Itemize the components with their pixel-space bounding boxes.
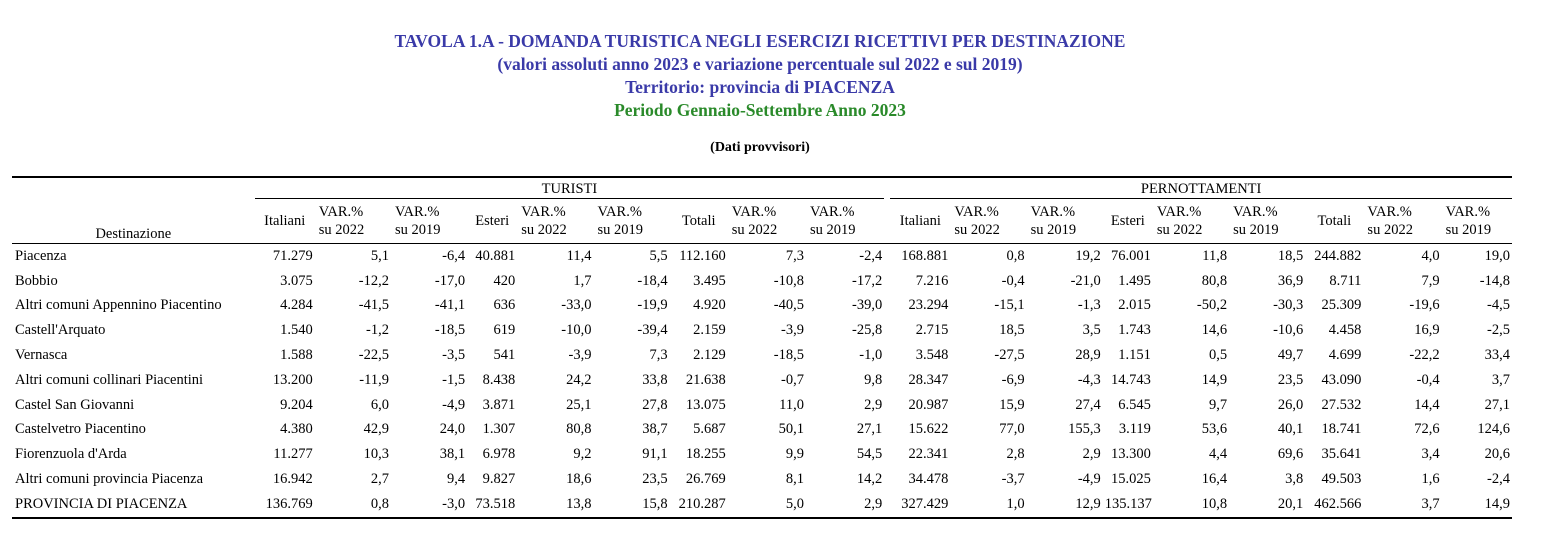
value-cell: 27,4 [1075,396,1101,413]
value-cell: 135.137 [1103,492,1153,518]
value-cell: -11,9 [359,371,389,388]
value-cell: -2,5 [1487,322,1510,339]
value-cell: 13.200 [272,371,313,388]
value-cell: -1,0 [859,347,883,364]
turisti-totali-var2019-header: VAR.% su 2019 [809,204,856,238]
value-cell: 16.942 [272,471,313,488]
value-cell: 6,0 [370,396,389,413]
value-cell: 14,6 [1201,322,1228,339]
value-cell: -40,5 [773,297,804,314]
table-row [12,244,1512,269]
value-cell: 27,1 [1484,396,1510,413]
value-cell: 3,7 [1491,371,1510,388]
table-row [12,294,1512,319]
value-cell: 12,9 [1027,492,1103,518]
pernottamenti-esteri-var2022-header: VAR.% su 2022 [1156,204,1203,238]
value-cell: -18,5 [434,322,466,339]
table-row [12,418,1512,443]
value-cell: 7,3 [728,244,806,269]
value-cell: 9,9 [785,446,804,463]
value-cell: 1.540 [280,322,313,339]
pernottamenti-italiani-header: Italiani [899,213,941,229]
value-cell: 21.638 [685,371,726,388]
value-cell: -17,2 [852,272,883,289]
value-cell: -39,0 [852,297,883,314]
value-cell: 112.160 [670,244,728,269]
value-cell: 4.699 [1328,347,1362,364]
table-title: TAVOLA 1.A - DOMANDA TURISTICA NEGLI ESERCIZI RICETTIVI PER DESTINAZIONE [394,31,1126,51]
value-cell: 1,7 [573,272,592,289]
value-cell: 5.687 [693,421,726,438]
value-cell: -14,8 [1479,272,1510,289]
value-cell: 13.075 [685,396,726,413]
value-cell: 25.309 [1321,297,1362,314]
value-cell: 244.882 [1305,244,1363,269]
value-cell: -27,5 [994,347,1025,364]
value-cell: 14.743 [1111,371,1151,388]
table-row [12,492,1512,518]
turisti-italiani-var2022-header: VAR.% su 2022 [318,204,365,238]
pernottamenti-italiani-var2022-header: VAR.% su 2022 [954,204,1000,238]
value-cell: 80,8 [566,421,592,438]
value-cell: 91,1 [642,446,668,463]
value-cell: -50,2 [1196,297,1228,314]
value-cell: 9.204 [280,396,313,413]
value-cell: 18.255 [685,446,726,463]
value-cell: 11,8 [1153,244,1229,269]
value-cell: 40.881 [467,244,517,269]
destination-cell: Altri comuni provincia Piacenza [15,471,204,488]
value-cell: 9,2 [573,446,592,463]
value-cell: 11,0 [779,396,804,413]
value-cell: -10,8 [773,272,804,289]
turisti-esteri-var2022-header: VAR.% su 2022 [521,204,567,238]
value-cell: 20.987 [908,396,949,413]
table-row [12,269,1512,294]
value-cell: -0,4 [1001,272,1025,289]
value-cell: 18.741 [1321,421,1362,438]
turisti-totali-header: Totali [681,213,716,229]
value-cell: 1.495 [1118,272,1151,289]
value-cell: 26.769 [685,471,726,488]
value-cell: 7,3 [649,347,668,364]
destination-cell: Altri comuni collinari Piacentini [15,371,204,388]
value-cell: 71.279 [255,244,315,269]
value-cell: 5,5 [593,244,669,269]
value-cell: 33,4 [1484,347,1510,364]
value-cell: 33,8 [642,371,668,388]
value-cell: -18,5 [773,347,804,364]
value-cell: 40,1 [1277,421,1304,438]
value-cell: 24,0 [439,421,466,438]
table-row [12,318,1512,343]
value-cell: 16,9 [1414,322,1440,339]
value-cell: 0,5 [1208,347,1228,364]
destinazione-header: Destinazione [12,177,255,244]
value-cell: 3,8 [1285,471,1304,488]
title-block [0,30,1520,122]
period-label: Periodo Gennaio-Settembre Anno 2023 [614,100,906,120]
value-cell: 124,6 [1477,421,1510,438]
value-cell: 5,0 [728,492,806,518]
pernottamenti-totali-var2019-header: VAR.% su 2019 [1445,204,1492,238]
value-cell: -30,3 [1273,297,1304,314]
value-cell: 4,4 [1208,446,1228,463]
value-cell: -21,0 [1070,272,1101,289]
value-cell: 14,9 [1201,371,1228,388]
destination-cell: Bobbio [15,272,58,289]
value-cell: 1,0 [950,492,1026,518]
value-cell: 3.119 [1118,421,1151,438]
table-row [12,467,1512,492]
provisional-note: (Dati provvisori) [710,140,810,155]
value-cell: 27.532 [1321,396,1362,413]
value-cell: 15.025 [1111,471,1151,488]
value-cell: 42,9 [363,421,389,438]
value-cell: -2,4 [806,244,884,269]
value-cell: -0,4 [1416,371,1440,388]
table-row [12,393,1512,418]
value-cell: -1,3 [1077,297,1101,314]
value-cell: -41,5 [358,297,389,314]
value-cell: 327.429 [890,492,950,518]
destination-cell: Fiorenzuola d'Arda [15,446,127,463]
value-cell: 27,8 [642,396,668,413]
value-cell: -19,9 [637,297,668,314]
value-cell: 16,4 [1201,471,1228,488]
value-cell: 43.090 [1321,371,1362,388]
value-cell: 22.341 [908,446,949,463]
value-cell: 2,9 [864,396,883,413]
value-cell: 77,0 [999,421,1025,438]
value-cell: 3.871 [482,396,516,413]
value-cell: 9,8 [864,371,883,388]
value-cell: 38,7 [642,421,668,438]
value-cell: -10,0 [561,322,592,339]
value-cell: -1,5 [442,371,466,388]
value-cell: -3,9 [781,322,804,339]
value-cell: 24,2 [566,371,592,388]
value-cell: 69,6 [1277,446,1304,463]
value-cell: 8.438 [482,371,516,388]
value-cell: -3,5 [442,347,466,364]
destination-cell: Castel San Giovanni [15,396,135,413]
value-cell: 4.284 [280,297,313,314]
value-cell: 0,8 [315,492,391,518]
value-cell: 19,2 [1027,244,1103,269]
value-cell: 76.001 [1103,244,1153,269]
value-cell: 15,9 [999,396,1025,413]
pernottamenti-italiani-var2019-header: VAR.% su 2019 [1030,204,1077,238]
table-body [12,244,1512,518]
value-cell: 9,7 [1208,396,1228,413]
value-cell: 23,5 [642,471,668,488]
value-cell: -4,3 [1077,371,1101,388]
value-cell: -0,7 [781,371,804,388]
value-cell: -2,4 [1487,471,1510,488]
value-cell: 11,4 [517,244,593,269]
value-cell: 14,9 [1442,492,1512,518]
value-cell: 168.881 [890,244,950,269]
value-cell: 1.588 [280,347,313,364]
value-cell: 2,7 [370,471,389,488]
turisti-italiani-var2019-header: VAR.% su 2019 [394,204,441,238]
turisti-esteri-header: Esteri [475,213,510,229]
value-cell: -17,0 [434,272,466,289]
value-cell: 50,1 [778,421,804,438]
pernottamenti-header: PERNOTTAMENTI [890,177,1512,199]
value-cell: 1.743 [1118,322,1151,339]
value-cell: -1,2 [365,322,389,339]
value-cell: -22,2 [1409,347,1440,364]
value-cell: 14,2 [856,471,883,488]
value-cell: 26,0 [1277,396,1304,413]
value-cell: 28,9 [1075,347,1101,364]
value-cell: 49,7 [1277,347,1304,364]
destination-cell: Piacenza [12,244,255,269]
destination-cell: Castelvetro Piacentino [15,421,146,438]
value-cell: 619 [493,322,516,339]
value-cell: 9.827 [482,471,516,488]
value-cell: 36,9 [1277,272,1304,289]
value-cell: -33,0 [561,297,592,314]
value-cell: 25,1 [566,396,592,413]
value-cell: 54,5 [856,446,883,463]
value-cell: 13.300 [1111,446,1151,463]
value-cell: -6,4 [391,244,467,269]
value-cell: 15.622 [908,421,949,438]
value-cell: -10,6 [1273,322,1304,339]
value-cell: 4.458 [1328,322,1362,339]
value-cell: -3,7 [1001,471,1025,488]
value-cell: 136.769 [255,492,315,518]
value-cell: -39,4 [637,322,668,339]
value-cell: -4,9 [1077,471,1101,488]
value-cell: 4.920 [693,297,726,314]
value-cell: 636 [493,297,516,314]
value-cell: 3,5 [1082,322,1101,339]
value-cell: -6,9 [1001,371,1025,388]
value-cell: 23,5 [1277,371,1304,388]
value-cell: 15,8 [593,492,669,518]
turisti-italiani-header: Italiani [264,213,306,229]
value-cell: 35.641 [1321,446,1362,463]
value-cell: 19,0 [1442,244,1512,269]
territory-label: Territorio: provincia di PIACENZA [625,77,895,97]
value-cell: -15,1 [994,297,1025,314]
value-cell: 3.075 [280,272,313,289]
value-cell: -19,6 [1409,297,1440,314]
value-cell: 7,9 [1421,272,1440,289]
value-cell: 13,8 [517,492,593,518]
pernottamenti-esteri-header: Esteri [1110,213,1145,229]
value-cell: 14,4 [1414,396,1440,413]
value-cell: 3,4 [1421,446,1440,463]
pernottamenti-totali-var2022-header: VAR.% su 2022 [1367,204,1413,238]
value-cell: 2,8 [1006,446,1025,463]
value-cell: -22,5 [358,347,389,364]
pernottamenti-totali-header: Totali [1317,213,1352,229]
value-cell: 420 [493,272,516,289]
value-cell: 10,3 [363,446,389,463]
value-cell: 8,1 [785,471,804,488]
value-cell: 49.503 [1321,471,1362,488]
value-cell: 462.566 [1305,492,1363,518]
value-cell: 4.380 [280,421,313,438]
value-cell: 6.545 [1118,396,1151,413]
value-cell: 1.307 [482,421,516,438]
value-cell: 34.478 [908,471,949,488]
turisti-header: TURISTI [255,177,885,199]
value-cell: 20,1 [1229,492,1305,518]
value-cell: 3.548 [915,347,949,364]
table-row [12,442,1512,467]
value-cell: -18,4 [637,272,668,289]
destination-cell: Altri comuni Appennino Piacentino [15,297,222,314]
destination-cell: Castell'Arquato [15,322,106,339]
value-cell: 11.277 [273,446,313,463]
table-row [12,343,1512,368]
value-cell: 6.978 [482,446,516,463]
value-cell: 8.711 [1329,272,1362,289]
value-cell: 1,6 [1421,471,1440,488]
value-cell: -12,2 [358,272,389,289]
value-cell: 38,1 [439,446,466,463]
value-cell: 0,8 [950,244,1026,269]
table-row [12,368,1512,393]
value-cell: 7.216 [915,272,949,289]
value-cell: -3,9 [568,347,592,364]
value-cell: 53,6 [1201,421,1228,438]
value-cell: 73.518 [467,492,517,518]
pernottamenti-esteri-var2019-header: VAR.% su 2019 [1233,204,1279,238]
value-cell: 2,9 [806,492,884,518]
value-cell: 23.294 [908,297,949,314]
destination-cell: PROVINCIA DI PIACENZA [12,492,255,518]
tourism-table [12,176,1512,519]
value-cell: -4,5 [1487,297,1510,314]
value-cell: -3,0 [391,492,467,518]
value-cell: 4,0 [1363,244,1441,269]
value-cell: 210.287 [670,492,728,518]
value-cell: 1.151 [1118,347,1151,364]
value-cell: 3,7 [1363,492,1441,518]
value-cell: 2.159 [693,322,726,339]
turisti-totali-var2022-header: VAR.% su 2022 [731,204,778,238]
destination-cell: Vernasca [15,347,68,364]
value-cell: -4,9 [442,396,466,413]
value-cell: 155,3 [1068,421,1101,438]
table-subtitle: (valori assoluti anno 2023 e variazione percentuale sul 2022 e sul 2019) [497,54,1023,74]
value-cell: 80,8 [1201,272,1228,289]
value-cell: 2,9 [1082,446,1101,463]
value-cell: 5,1 [315,244,391,269]
value-cell: -41,1 [434,297,466,314]
value-cell: 10,8 [1153,492,1229,518]
value-cell: -25,8 [852,322,883,339]
value-cell: 72,6 [1414,421,1440,438]
value-cell: 20,6 [1484,446,1510,463]
value-cell: 9,4 [447,471,466,488]
value-cell: 541 [493,347,516,364]
value-cell: 2.015 [1118,297,1151,314]
turisti-esteri-var2019-header: VAR.% su 2019 [597,204,643,238]
value-cell: 18,6 [566,471,592,488]
value-cell: 2.715 [915,322,949,339]
value-cell: 2.129 [693,347,726,364]
value-cell: 18,5 [999,322,1025,339]
value-cell: 28.347 [908,371,949,388]
value-cell: 18,5 [1229,244,1305,269]
value-cell: 27,1 [856,421,883,438]
value-cell: 3.495 [693,272,726,289]
